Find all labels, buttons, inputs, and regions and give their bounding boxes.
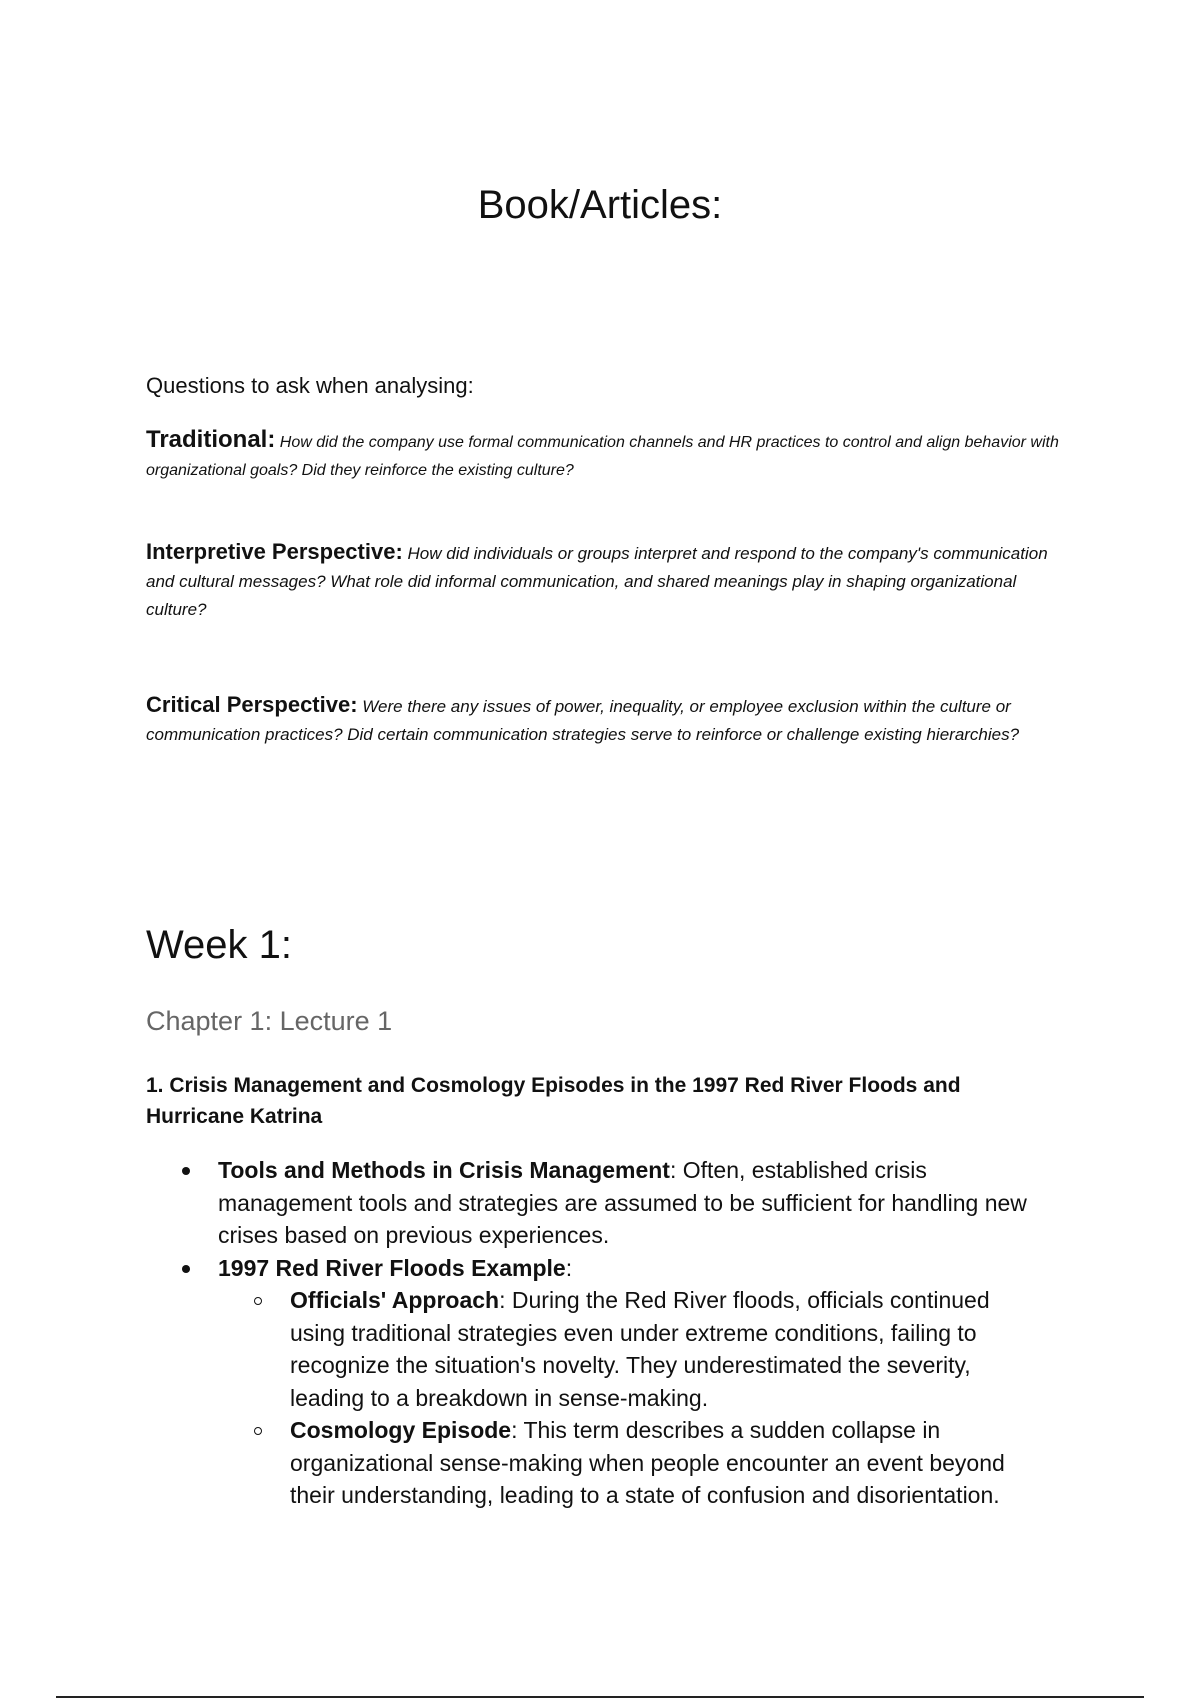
sub-list-item-text: : During the Red River floods, officials continued using traditional strategies even under extreme conditions, failing to recognize the situation's novelty. They underestimated the severity, leading to a breakdown in sense-making. xyxy=(290,1287,990,1411)
bullet-dot-icon xyxy=(182,1265,190,1273)
sub-list-item xyxy=(218,1414,1046,1512)
chapter-heading: Chapter 1: Lecture 1 xyxy=(146,1006,393,1036)
perspective-interpretive xyxy=(146,538,1066,624)
perspective-label: Interpretive Perspective: xyxy=(146,539,403,564)
perspective-question: Were there any issues of power, inequality, or employee exclusion within the culture or communication practices? Did certain communication strategies serve to reinforce or challenge existing hierarchies? xyxy=(146,697,1020,744)
sub-list-item-term: Cosmology Episode xyxy=(290,1417,512,1443)
list-item xyxy=(146,1252,1046,1512)
bullet-circle-icon xyxy=(254,1297,262,1305)
perspective-label: Critical Perspective: xyxy=(146,692,358,717)
list-item-text: : xyxy=(565,1254,573,1281)
perspective-question: How did individuals or groups interpret and respond to the company's communication and cultural messages? What role did informal communication, and shared meanings play in shaping organizational culture? xyxy=(146,544,1048,619)
perspective-question: How did the company use formal communication channels and HR practices to control and align behavior with organizational goals? Did they reinforce the existing culture? xyxy=(146,434,1059,479)
perspective-critical xyxy=(146,691,1066,749)
bullet-list xyxy=(146,1154,1046,1512)
list-item-term: 1997 Red River Floods Example xyxy=(218,1254,566,1281)
page-title: Book/Articles: xyxy=(477,183,723,227)
sub-list-item-text: : This term describes a sudden collapse in organizational sense-making when people encounter an event beyond their understanding, leading to a state of confusion and disorientation. xyxy=(290,1417,1005,1508)
list-item xyxy=(146,1154,1046,1252)
bullet-dot-icon xyxy=(182,1167,190,1175)
intro-text: Questions to ask when analysing: xyxy=(146,373,474,398)
week-heading: Week 1: xyxy=(146,923,292,967)
section-title: 1. Crisis Management and Cosmology Episodes in the 1997 Red River Floods and Hurricane Katrina xyxy=(146,1074,961,1128)
perspective-label: Traditional: xyxy=(146,426,276,453)
sub-bullet-list xyxy=(218,1284,1046,1512)
page-bottom-rule xyxy=(56,1696,1144,1698)
perspective-traditional xyxy=(146,426,1066,485)
list-item-term: Tools and Methods in Crisis Management xyxy=(218,1157,670,1183)
sub-list-item xyxy=(218,1284,1046,1414)
list-item-text: : Often, established crisis management tools and strategies are assumed to be sufficient for handling new crises based on previous experiences. xyxy=(218,1157,1027,1248)
sub-list-item-term: Officials' Approach xyxy=(290,1287,500,1313)
bullet-circle-icon xyxy=(254,1427,262,1435)
